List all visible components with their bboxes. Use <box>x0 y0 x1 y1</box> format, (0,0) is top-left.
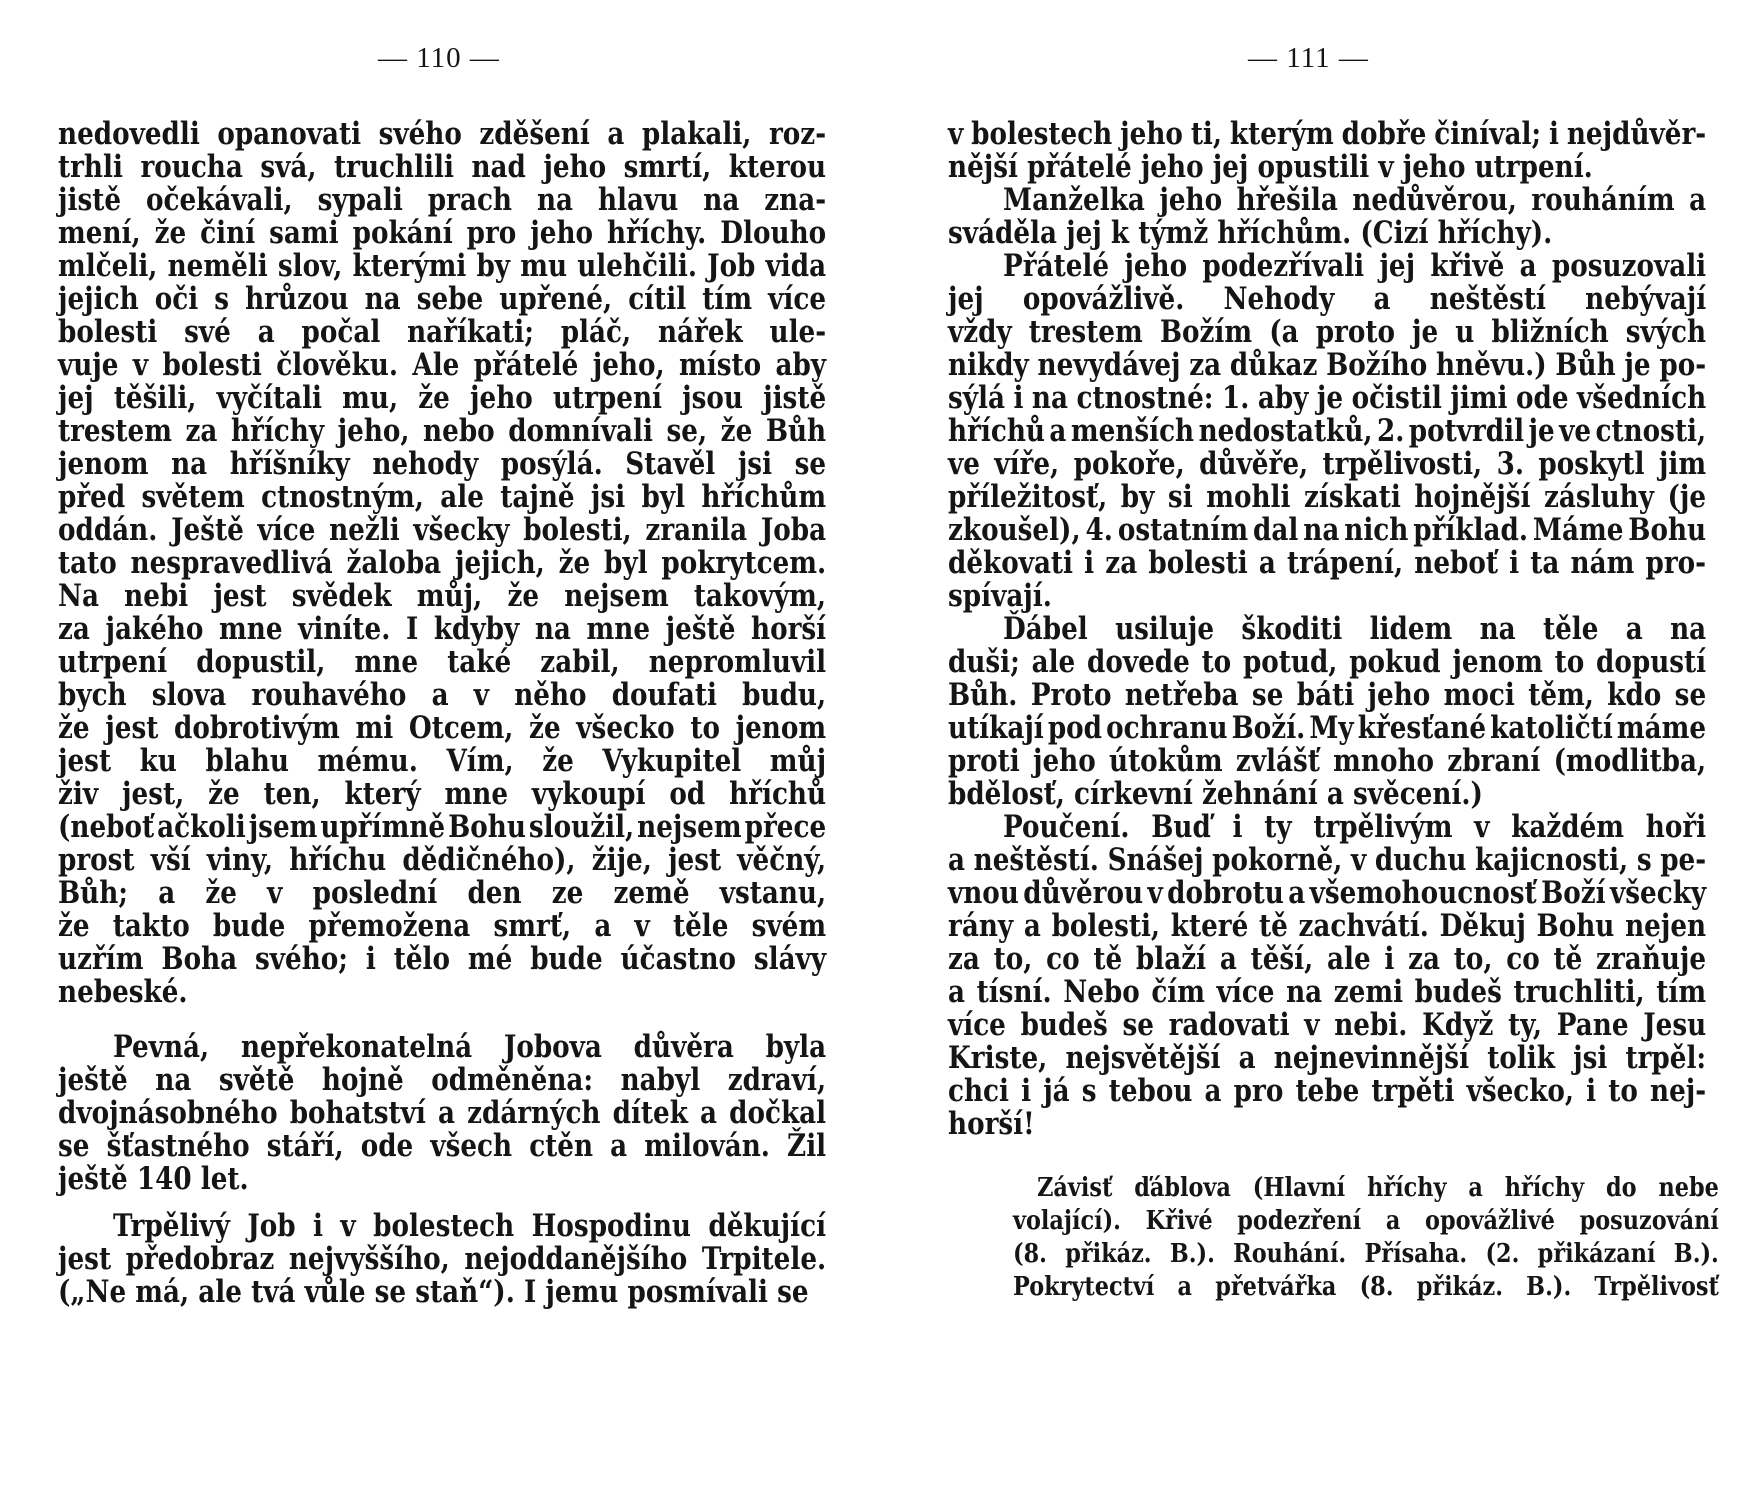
text-line: Ďábel usiluje škoditi lidem na těle a na <box>1003 611 1707 647</box>
left-page-text <box>58 118 826 1309</box>
text-line: děkovati i za bolesti a trápení, neboť i ta nám pro- <box>948 545 1707 581</box>
text-line: utíkají pod ochranu Boží. My křesťané katoličtí máme <box>948 710 1707 746</box>
text-line: bych slova rouhavého a v něho doufati budu, <box>58 677 827 713</box>
paragraph <box>58 1031 826 1196</box>
text-line: sváděla jej k týmž hříchům. (Cizí hříchy). <box>948 215 1553 251</box>
text-line: a neštěstí. Snášej pokorně, v duchu kajicnosti, s pe- <box>948 842 1707 878</box>
footnote-line: Pokrytectví a přetvářka (8. přikáz. B.). Trpělivosť <box>1013 1272 1719 1302</box>
text-line: se šťastného stáří, ode všech ctěn a milován. Žil <box>58 1128 827 1164</box>
text-line: jej těšili, vyčítali mu, že jeho utrpení jsou jistě <box>58 380 827 416</box>
text-line: chci i já s tebou a pro tebe trpěti všecko, i to nej- <box>948 1073 1707 1109</box>
left-page <box>58 0 828 1500</box>
footnote-line: volající). Křivé podezření a opovážlivé posuzování <box>1013 1206 1719 1236</box>
paragraph <box>948 250 1706 613</box>
text-line: trhli roucha svá, truchlili nad jeho smrtí, kterou <box>58 149 827 185</box>
text-line: trestem za hříchy jeho, nebo domnívali se, že Bůh <box>58 413 827 449</box>
text-line: hříchů a menších nedostatků, 2. potvrdil je ve ctnosti, <box>948 413 1707 449</box>
paragraph <box>58 118 826 1009</box>
text-line: duši; ale dovede to potud, pokud jenom to dopustí <box>948 644 1707 680</box>
text-line: ještě na světě hojně odměněna: nabyl zdraví, <box>58 1062 827 1098</box>
text-line: rány a bolesti, které tě zachvátí. Děkuj Bohu nejen <box>948 908 1707 944</box>
text-line: bolesti své a počal naříkati; pláč, nářek ule- <box>58 314 827 350</box>
text-line: před světem ctnostným, ale tajně jsi byl hříchům <box>58 479 827 515</box>
chapter-summary-note <box>1013 1172 1719 1304</box>
text-line: ve víře, pokoře, důvěře, trpělivosti, 3. poskytl jim <box>948 446 1707 482</box>
text-line: jej opovážlivě. Nehody a neštěstí nebývají <box>948 281 1707 317</box>
text-line: uzřím Boha svého; i tělo mé bude účastno slávy <box>58 941 827 977</box>
text-line: Kriste, nejsvětější a nejnevinnější tolik jsi trpěl: <box>948 1040 1707 1076</box>
text-line: Bůh; a že v poslední den ze země vstanu, <box>58 875 827 911</box>
text-line: živ jest, že ten, který mne vykoupí od hříchů <box>58 776 827 812</box>
text-line: více budeš se radovati v nebi. Když ty, Pane Jesu <box>948 1007 1707 1043</box>
text-line: jenom na hříšníky nehody posýlá. Stavěl jsi se <box>58 446 827 482</box>
text-line: Poučení. Buď i ty trpělivým v každém hoři <box>1003 809 1707 845</box>
text-line: zkoušel), 4. ostatním dal na nich příklad. Máme Bohu <box>948 512 1707 548</box>
text-line: za jakého mne viníte. I kdyby na mne ještě horší <box>58 611 827 647</box>
text-line: jistě očekávali, sypali prach na hlavu na zna- <box>58 182 827 218</box>
text-line: že jest dobrotivým mi Otcem, že všecko to jenom <box>58 710 827 746</box>
text-line: Pevná, nepřekonatelná Jobova důvěra byla <box>113 1029 827 1065</box>
text-line: (neboť ačkoli jsem upřímně Bohu sloužil, nejsem přece <box>58 809 827 845</box>
text-line: že takto bude přemožena smrť, a v těle svém <box>58 908 827 944</box>
text-line: vnou důvěrou v dobrotu a všemohoucnosť Boží všecky <box>948 875 1707 911</box>
text-line: nější přátelé jeho jej opustili v jeho utrpení. <box>948 149 1593 185</box>
text-line: ještě 140 let. <box>58 1161 249 1197</box>
text-line: („Ne má, ale tvá vůle se staň“). I jemu posmívali se <box>58 1274 809 1310</box>
text-line: dvojnásobného bohatství a zdárných dítek a dočkal <box>58 1095 827 1131</box>
text-line: Bůh. Proto netřeba se báti jeho moci těm, kdo se <box>948 677 1707 713</box>
paragraph <box>948 184 1706 250</box>
text-line: spívají. <box>948 578 1052 614</box>
text-line: oddán. Ještě více nežli všecky bolesti, zranila Joba <box>58 512 827 548</box>
paragraph <box>948 811 1706 1141</box>
paragraph <box>58 1210 826 1309</box>
right-page <box>948 0 1719 1500</box>
text-line: Přátelé jeho podezřívali jej křivě a posuzovali <box>1003 248 1707 284</box>
text-line: utrpení dopustil, mne také zabil, nepromluvil <box>58 644 827 680</box>
text-line: horší! <box>948 1106 1035 1142</box>
paragraph <box>948 118 1706 184</box>
text-line: tato nespravedlivá žaloba jejich, že byl pokrytcem. <box>58 545 827 581</box>
text-line: sýlá i na ctnostné: 1. aby je očistil jimi ode všedních <box>948 380 1707 416</box>
text-line: jejich oči s hrůzou na sebe upřené, cítil tím více <box>58 281 827 317</box>
text-line: prost vší viny, hříchu dědičného), žije, jest věčný, <box>58 842 827 878</box>
text-line: vuje v bolesti člověku. Ale přátelé jeho, místo aby <box>58 347 827 383</box>
text-line: vždy trestem Božím (a proto je u bližních svých <box>948 314 1707 350</box>
text-line: bdělosť, církevní žehnání a svěcení.) <box>948 776 1483 812</box>
text-line: Trpělivý Job i v bolestech Hospodinu děkující <box>113 1208 827 1244</box>
text-line: Na nebi jest svědek můj, že nejsem takovým, <box>58 578 827 614</box>
text-line: proti jeho útokům zvlášť mnoho zbraní (modlitba, <box>948 743 1707 779</box>
right-page-text <box>948 118 1706 1141</box>
page-number-right: — 111 — <box>1248 42 1369 74</box>
text-line: v bolestech jeho ti, kterým dobře činíval; i nejdůvěr- <box>948 116 1707 152</box>
text-line: za to, co tě blaží a těší, ale i za to, co tě zraňuje <box>948 941 1707 977</box>
text-line: nikdy nevydávej za důkaz Božího hněvu.) Bůh je po- <box>948 347 1707 383</box>
footnote-line: Závisť ďáblova (Hlavní hříchy a hříchy do nebe <box>1037 1173 1719 1203</box>
text-line: jest předobraz nejvyššího, nejoddanějšího Trpitele. <box>58 1241 827 1277</box>
text-line: mlčeli, neměli slov, kterými by mu ulehčili. Job vida <box>58 248 827 284</box>
text-line: příležitosť, by si mohli získati hojnější zásluhy (je <box>948 479 1707 515</box>
page-number-left: — 110 — <box>378 42 500 74</box>
text-line: jest ku blahu mému. Vím, že Vykupitel můj <box>58 743 827 779</box>
text-line: nedovedli opanovati svého zděšení a plakali, roz- <box>58 116 827 152</box>
footnote-line: (8. přikáz. B.). Rouhání. Přísaha. (2. přikázaní B.). <box>1013 1239 1719 1269</box>
text-line: Manželka jeho hřešila nedůvěrou, rouháním a <box>1003 182 1707 218</box>
text-line: a tísní. Nebo čím více na zemi budeš truchliti, tím <box>948 974 1707 1010</box>
text-line: mení, že činí sami pokání pro jeho hříchy. Dlouho <box>58 215 827 251</box>
paragraph <box>948 613 1706 811</box>
text-line: nebeské. <box>58 974 188 1010</box>
